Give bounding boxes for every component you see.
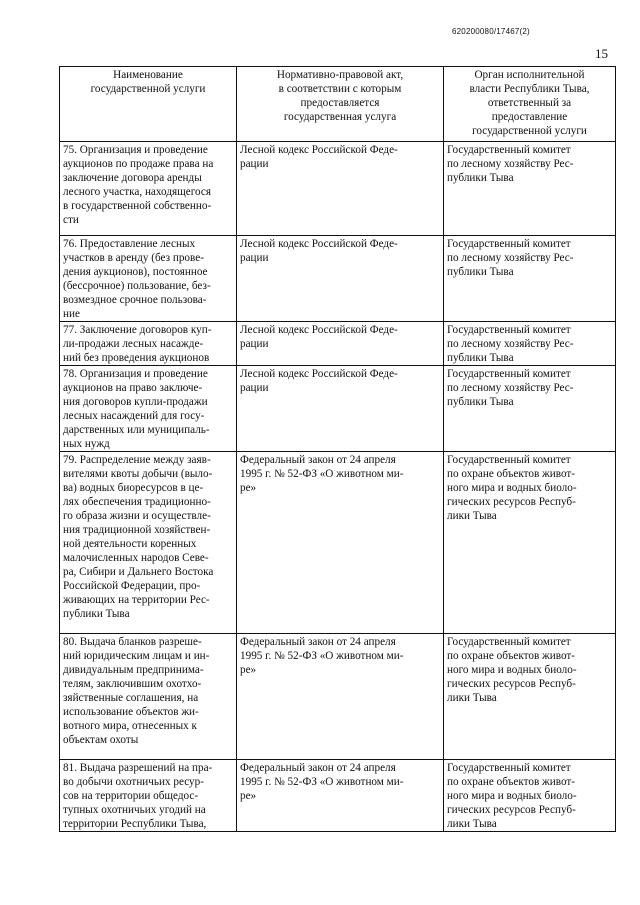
cell-text-line: 1995 г. № 52-ФЗ «О животном ми- [240,650,404,662]
service-name-cell [60,142,237,236]
cell-text-line: лесного участка, находящегося [63,186,212,198]
cell-text-line: 1995 г. № 52-ФЗ «О животном ми- [240,776,404,788]
cell-text-line: Нормативно-правовой акт, [276,69,404,81]
cell-text-line: дарственных или муниципаль- [63,424,210,436]
responsible-agency-cell [444,452,616,634]
cell-text-line: го образа жизни и осуществле- [63,510,211,522]
cell-text-line: участков в аренду (без прове- [63,252,204,264]
cell-text-line: малочисленных народов Севе- [63,552,209,564]
header-legal-act [237,67,444,142]
cell-text-line: ние [63,308,80,320]
cell-text-line: публики Тыва [447,352,514,364]
responsible-agency-cell [444,236,616,322]
cell-text-line: тупных охотничьих угодий на [63,804,206,816]
responsible-agency-cell [444,366,616,452]
cell-text-line: по охране объектов живот- [447,468,576,480]
responsible-agency-cell [444,322,616,366]
cell-text-line: заключение договора аренды [63,172,202,184]
cell-text-line: аукционов по продаже права на [63,158,214,170]
table-row [60,366,616,452]
cell-text-line: ответственный за [487,97,572,109]
service-name-cell [60,634,237,760]
cell-text-line: телям, заключившим охотхо- [63,678,202,690]
service-name-cell [60,236,237,322]
cell-text-line: дения аукционов), постоянное [63,266,208,278]
cell-text-line: живающих на территории Рес- [63,594,210,606]
cell-text-line: в государственной собственно- [63,200,212,212]
page-number: 15 [595,46,608,61]
cell-text-line: Лесной кодекс Российской Феде- [240,368,398,380]
cell-text-line: гических ресурсов Респуб- [447,804,576,816]
cell-text-line: лях обеспечения традиционно- [63,496,211,508]
cell-text-line: Государственный комитет [447,636,571,648]
legal-act-cell [237,366,444,452]
cell-text-line: в соответствии с которым [278,83,402,95]
cell-text-line: аукционов на право заключе- [63,382,203,394]
table-row [60,236,616,322]
cell-text-line: гических ресурсов Респуб- [447,678,576,690]
cell-text-line: использование объектов жи- [63,706,199,718]
cell-text-line: 75. Организация и проведение [63,144,208,156]
cell-text-line: Федеральный закон от 24 апреля [240,762,396,774]
cell-text-line: ли-продажи лесных насажде- [63,338,204,350]
cell-text-line: 78. Организация и проведение [63,368,208,380]
cell-text-line: возмездное срочное пользова- [63,294,207,306]
legal-act-cell [237,452,444,634]
cell-text-line: Лесной кодекс Российской Феде- [240,238,398,250]
table-row [60,634,616,760]
cell-text-line: государственная услуга [283,111,397,123]
cell-text-line: Государственный комитет [447,368,571,380]
cell-text-line: ного мира и водных биоло- [447,790,577,802]
legal-act-cell [237,760,444,832]
cell-text-line: ний без проведения аукционов [63,352,210,364]
cell-text-line: ва) водных биоресурсов в це- [63,482,204,494]
cell-text-line: власти Республики Тыва, [469,83,590,95]
cell-text-line: во добычи охотничьих ресур- [63,776,204,788]
cell-text-line: сов на территории общедос- [63,790,199,802]
cell-text-line: Федеральный закон от 24 апреля [240,636,396,648]
cell-text-line: лики Тыва [447,692,497,704]
cell-text-line: зяйственные соглашения, на [63,692,199,704]
cell-text-line: лики Тыва [447,818,497,830]
table-row [60,452,616,634]
cell-text-line: дивидуальным предпринима- [63,664,204,676]
cell-text-line: (бессрочное) пользование, без- [63,280,211,292]
responsible-agency-cell [444,634,616,760]
cell-text-line: 79. Распределение между заяв- [63,454,211,466]
cell-text-line: территории Республики Тыва, [63,818,207,830]
cell-text-line: лики Тыва [447,510,497,522]
service-name-cell [60,366,237,452]
cell-text-line: объектам охоты [63,734,139,746]
service-name-cell [60,760,237,832]
service-name-cell [60,322,237,366]
cell-text-line: по охране объектов живот- [447,776,576,788]
cell-text-line: Государственный комитет [447,324,571,336]
responsible-agency-cell [444,142,616,236]
header-service-name [60,67,237,142]
legal-act-cell [237,322,444,366]
cell-text-line: Федеральный закон от 24 апреля [240,454,396,466]
cell-text-line: Государственный комитет [447,454,571,466]
cell-text-line: ра, Сибири и Дальнего Востока [63,566,214,578]
cell-text-line: по лесному хозяйству Рес- [447,382,574,394]
cell-text-line: 1995 г. № 52-ФЗ «О животном ми- [240,468,404,480]
cell-text-line: 76. Предоставление лесных [63,238,196,250]
cell-text-line: по лесному хозяйству Рес- [447,252,574,264]
cell-text-line: ного мира и водных биоло- [447,664,577,676]
cell-text-line: ния традиционной хозяйствен- [63,524,211,536]
cell-text-line: лесных насаждений для госу- [63,410,205,422]
table-body [60,142,616,832]
cell-text-line: публики Тыва [447,396,514,408]
cell-text-line: 81. Выдача разрешений на пра- [63,762,213,774]
services-table [59,66,616,832]
cell-text-line: Государственный комитет [447,144,571,156]
cell-text-line: по лесному хозяйству Рес- [447,338,574,350]
cell-text-line: ре» [240,482,257,494]
cell-text-line: Лесной кодекс Российской Феде- [240,324,398,336]
cell-text-line: публики Тыва [63,608,130,620]
responsible-agency-cell [444,760,616,832]
cell-text-line: 77. Заключение договоров куп- [63,324,212,336]
legal-act-cell [237,236,444,322]
cell-text-line: ний юридическим лицам и ин- [63,650,210,662]
cell-text-line: предоставляется [300,97,380,109]
cell-text-line: рации [240,158,269,170]
cell-text-line: вителями квоты добычи (выло- [63,468,213,480]
cell-text-line: Лесной кодекс Российской Феде- [240,144,398,156]
cell-text-line: по лесному хозяйству Рес- [447,158,574,170]
cell-text-line: ных нужд [63,438,110,450]
cell-text-line: по охране объектов живот- [447,650,576,662]
cell-text-line: государственной услуги [90,83,206,95]
header-responsible-agency [444,67,616,142]
cell-text-line: Государственный комитет [447,762,571,774]
cell-text-line: рации [240,252,269,264]
cell-text-line: Орган исполнительной [474,69,585,81]
cell-text-line: государственной услуги [472,125,587,137]
cell-text-line: рации [240,382,269,394]
table-header-row [60,67,616,142]
cell-text-line: публики Тыва [447,266,514,278]
cell-text-line: ре» [240,664,257,676]
table-row [60,760,616,832]
cell-text-line: рации [240,338,269,350]
legal-act-cell [237,142,444,236]
table-row [60,322,616,366]
cell-text-line: Российской Федерации, про- [63,580,201,592]
table-row [60,142,616,236]
cell-text-line: гических ресурсов Респуб- [447,496,576,508]
cell-text-line: ре» [240,790,257,802]
cell-text-line: Наименование [113,69,183,81]
document-id: 620200080/17467(2) [452,27,530,36]
cell-text-line: ного мира и водных биоло- [447,482,577,494]
cell-text-line: ной деятельности коренных [63,538,197,550]
service-name-cell [60,452,237,634]
legal-act-cell [237,634,444,760]
cell-text-line: ния договоров купли-продажи [63,396,208,408]
cell-text-line: 80. Выдача бланков разреше- [63,636,202,648]
cell-text-line: публики Тыва [447,172,514,184]
cell-text-line: сти [63,214,79,226]
cell-text-line: Государственный комитет [447,238,571,250]
cell-text-line: предоставление [491,111,568,123]
cell-text-line: вотного мира, отнесенных к [63,720,197,732]
